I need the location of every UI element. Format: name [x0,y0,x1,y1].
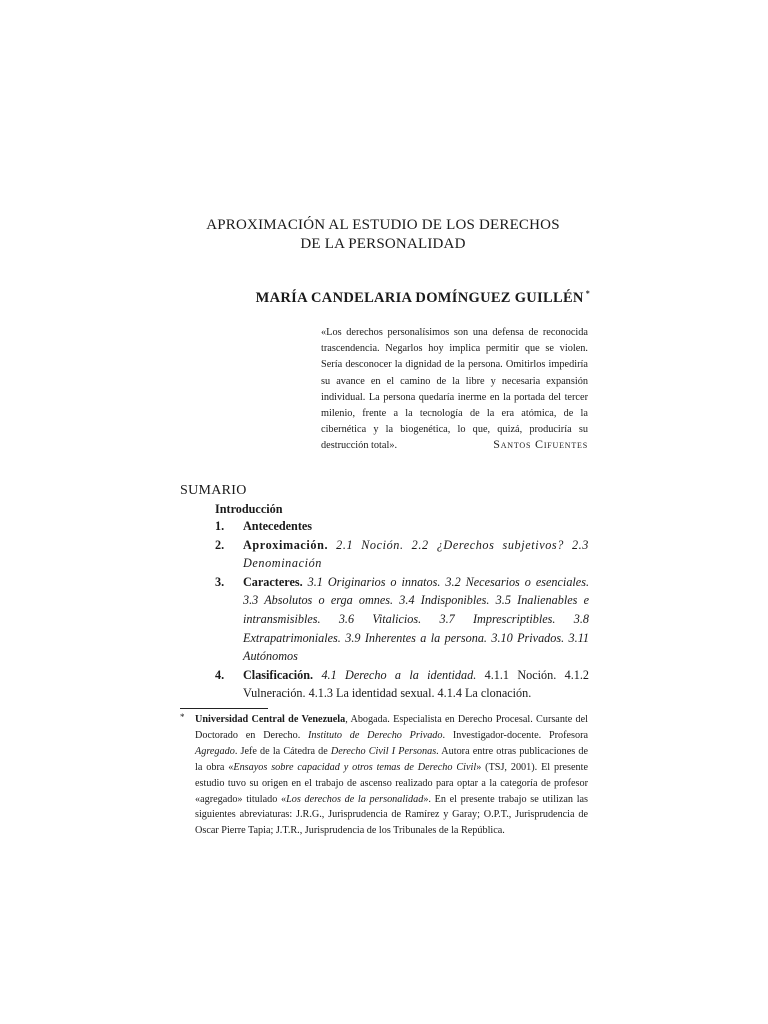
footnote-segment: » (TSJ, 2001). El presente estudio tuvo su origen en el trabajo de ascenso realizado para optar a la categoría de profesor «agregado» titulado « [195,761,588,805]
footnote-segment: ». En el presente trabajo se utilizan las siguientes abreviaturas: J.R.G., Jurisprudencia de Ramírez y Garay; O.P.T., Jurisprudencia de Oscar Pierre Tapia; J.T.R., Jurisprudencia de los Tribunales de la República. [195,793,589,837]
footnote-institute: Instituto de Derecho Privado [308,729,443,741]
author-line [180,289,590,307]
footnote-marker: * [180,712,185,722]
sumario-item-label: Caracteres. [243,574,303,589]
epigraph-quote: «Los derechos personalísimos son una defensa de reconocida trascendencia. Negarlos hoy implica permitir que se violen. Sería desconocer la dignidad de la persona. Omitirlos impediría su avance en el camino de la libre y necesaria expansión individual. La persona quedaría inerme en la portada del tercer milenio, frente a la tecnología de la era atómica, de la cibernética y la biogenética, lo que, quizá, produciría su destrucción total». [321,327,588,452]
sumario-item-label: Antecedentes [243,519,313,533]
sumario-item-number: 4. [215,667,225,682]
footnote-rank: Agregado [195,745,235,757]
author-name: MARÍA CANDELARIA DOMÍNGUEZ GUILLÉN [255,290,584,306]
footnote-segment: , Abogada. Especialista en Derecho Procesal. Cursante del Doctorado en Derecho. [195,714,588,741]
sumario-item-detail: 4.1 Derecho a la identidad. [321,667,477,682]
footnote-book-title: Ensayos sobre capacidad y otros temas de Derecho Civil [233,761,477,773]
author-footnote [180,712,588,839]
sumario-heading: SUMARIO [180,483,247,498]
sumario-item [215,517,589,536]
title-line-2: DE LA PERSONALIDAD [300,236,466,252]
footnote-thesis-title: Los derechos de la personalidad [286,793,424,805]
footnote-institution: Universidad Central de Venezuela [195,714,346,725]
title-line-1: APROXIMACIÓN AL ESTUDIO DE LOS DERECHOS [206,217,560,233]
author-footnote-marker: * [585,289,590,298]
sumario-intro: Introducción [215,502,283,516]
footnote-chair: Derecho Civil I Personas [330,745,437,757]
footnote-divider [180,708,268,709]
footnote-segment: . Investigador-docente. Profesora [442,729,588,741]
sumario-list [215,517,589,703]
sumario-item-label: Aproximación. [243,537,329,552]
epigraph-attribution: Santos Cifuentes [493,437,588,451]
sumario-item-number: 2. [215,537,225,552]
sumario-item-detail: 2.1 Noción. 2.2 ¿Derechos subjetivos? 2.3 Denominación [243,537,589,571]
article-title [150,216,616,254]
sumario-item-label: Clasificación. [243,667,314,682]
sumario-item-number: 1. [215,519,225,533]
sumario-item-subdetail: 4.1.1 Noción. 4.1.2 Vulneración. 4.1.3 La identidad sexual. 4.1.4 La clonación. [243,667,590,701]
sumario-item [215,573,589,666]
sumario-item [215,666,589,703]
sumario-item-number: 3. [215,574,225,589]
footnote-segment: . Autora entre otras publicaciones de la obra « [195,745,588,773]
footnote-text [195,712,588,839]
sumario-item-detail: 3.1 Originarios o innatos. 3.2 Necesarios o esenciales. 3.3 Absolutos o erga omnes. 3.4 Indisponibles. 3.5 Inalienables e intransmisibles. 3.6 Vitalicios. 3.7 Imprescriptibles. 3.8 Extrapatrimoniales. 3.9 Inherentes a la persona. 3.10 Privados. 3.11 Autónomos [243,574,589,664]
footnote-segment: . Jefe de la Cátedra de [234,745,331,757]
sumario-item [215,536,589,573]
